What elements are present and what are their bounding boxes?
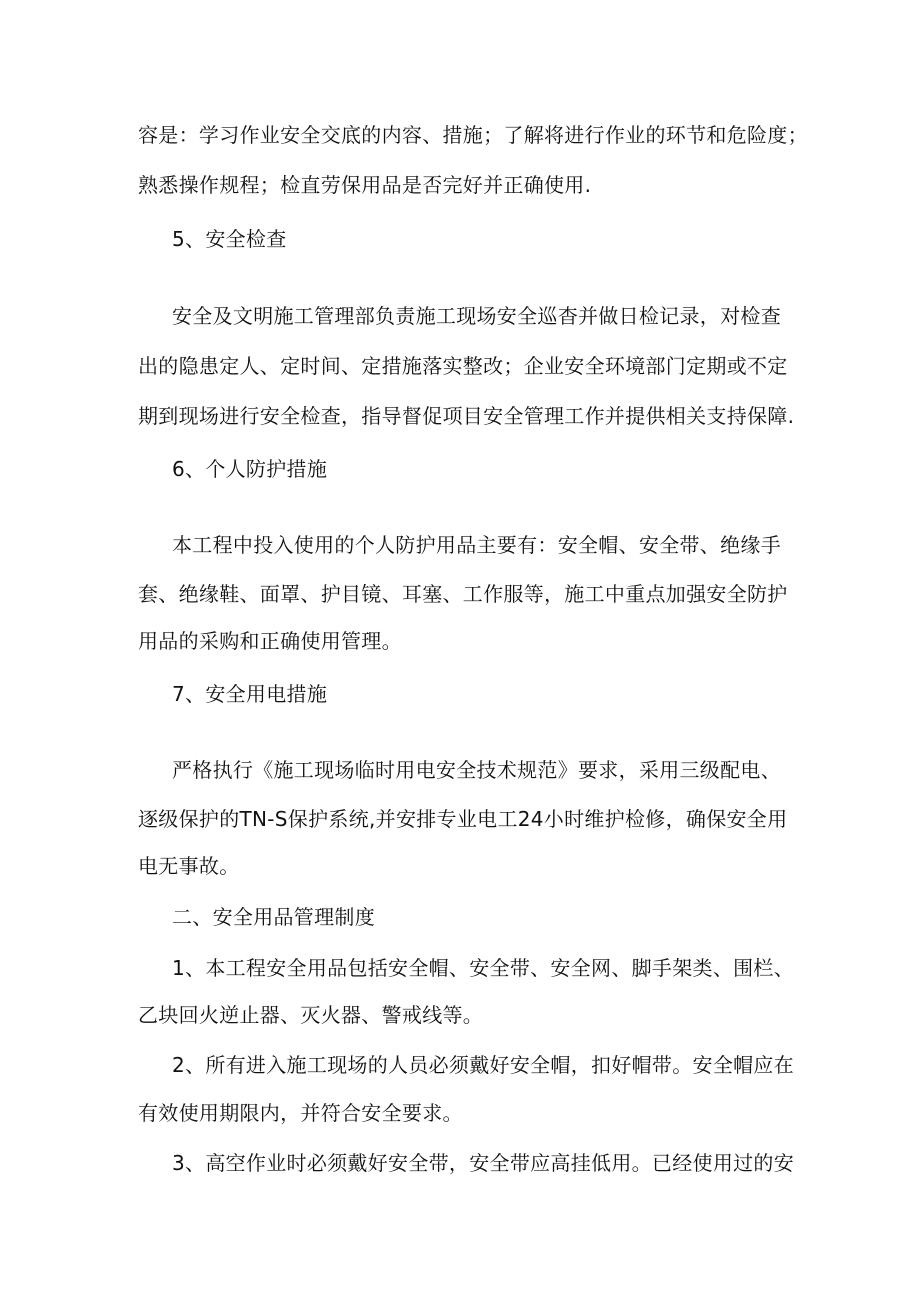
text-line: 严格执行《施工现场临时用电安全技术规范》要求，采用三级配电、	[172, 758, 781, 782]
text-line: 容是：学习作业安全交底的内容、措施；了解将进行作业的环节和危险度；	[138, 123, 808, 147]
text-line: 期到现场进行安全检查，指导督促项目安全管理工作并提供相关支持保障.	[138, 404, 795, 428]
section-heading: 7、安全用电措施	[172, 682, 328, 706]
text-line: 电无事故。	[138, 854, 240, 878]
text-line: 套、绝缘鞋、面罩、护目镜、耳塞、工作服等，施工中重点加强安全防护	[138, 582, 788, 606]
text-line: 3、高空作业时必须戴好安全带，安全带应高挂低用。已经使用过的安	[172, 1151, 795, 1175]
section-heading: 6、个人防护措施	[172, 457, 328, 481]
text-line: 有效使用期限内，并符合安全要求。	[138, 1101, 463, 1125]
text-line: 本工程中投入使用的个人防护用品主要有：安全帽、安全带、绝缘手	[172, 533, 781, 557]
text-line: 出的隐患定人、定时间、定措施落实整改；企业安全环境部门定期或不定	[138, 354, 788, 378]
text-line: 熟悉操作规程；检直劳保用品是否完好并正确使用.	[138, 173, 592, 197]
text-line: 1、本工程安全用品包括安全帽、安全带、安全网、脚手架类、围栏、	[172, 956, 795, 980]
text-line: 逐级保护的TN-S保护系统,并安排专业电工24小时维护检修，确保安全用	[138, 807, 788, 831]
section-heading: 5、安全检查	[172, 227, 287, 251]
text-line: 乙块回火逆止器、灭火器、警戒线等。	[138, 1003, 484, 1027]
text-line: 用品的采购和正确使用管理。	[138, 629, 402, 653]
text-line: 2、所有进入施工现场的人员必须戴好安全帽，扣好帽带。安全帽应在	[172, 1053, 795, 1077]
text-line: 安全及文明施工管理部负责施工现场安全巡杳并做日检记录，对检查	[172, 304, 781, 328]
chapter-heading: 二、安全用品管理制度	[172, 905, 375, 929]
